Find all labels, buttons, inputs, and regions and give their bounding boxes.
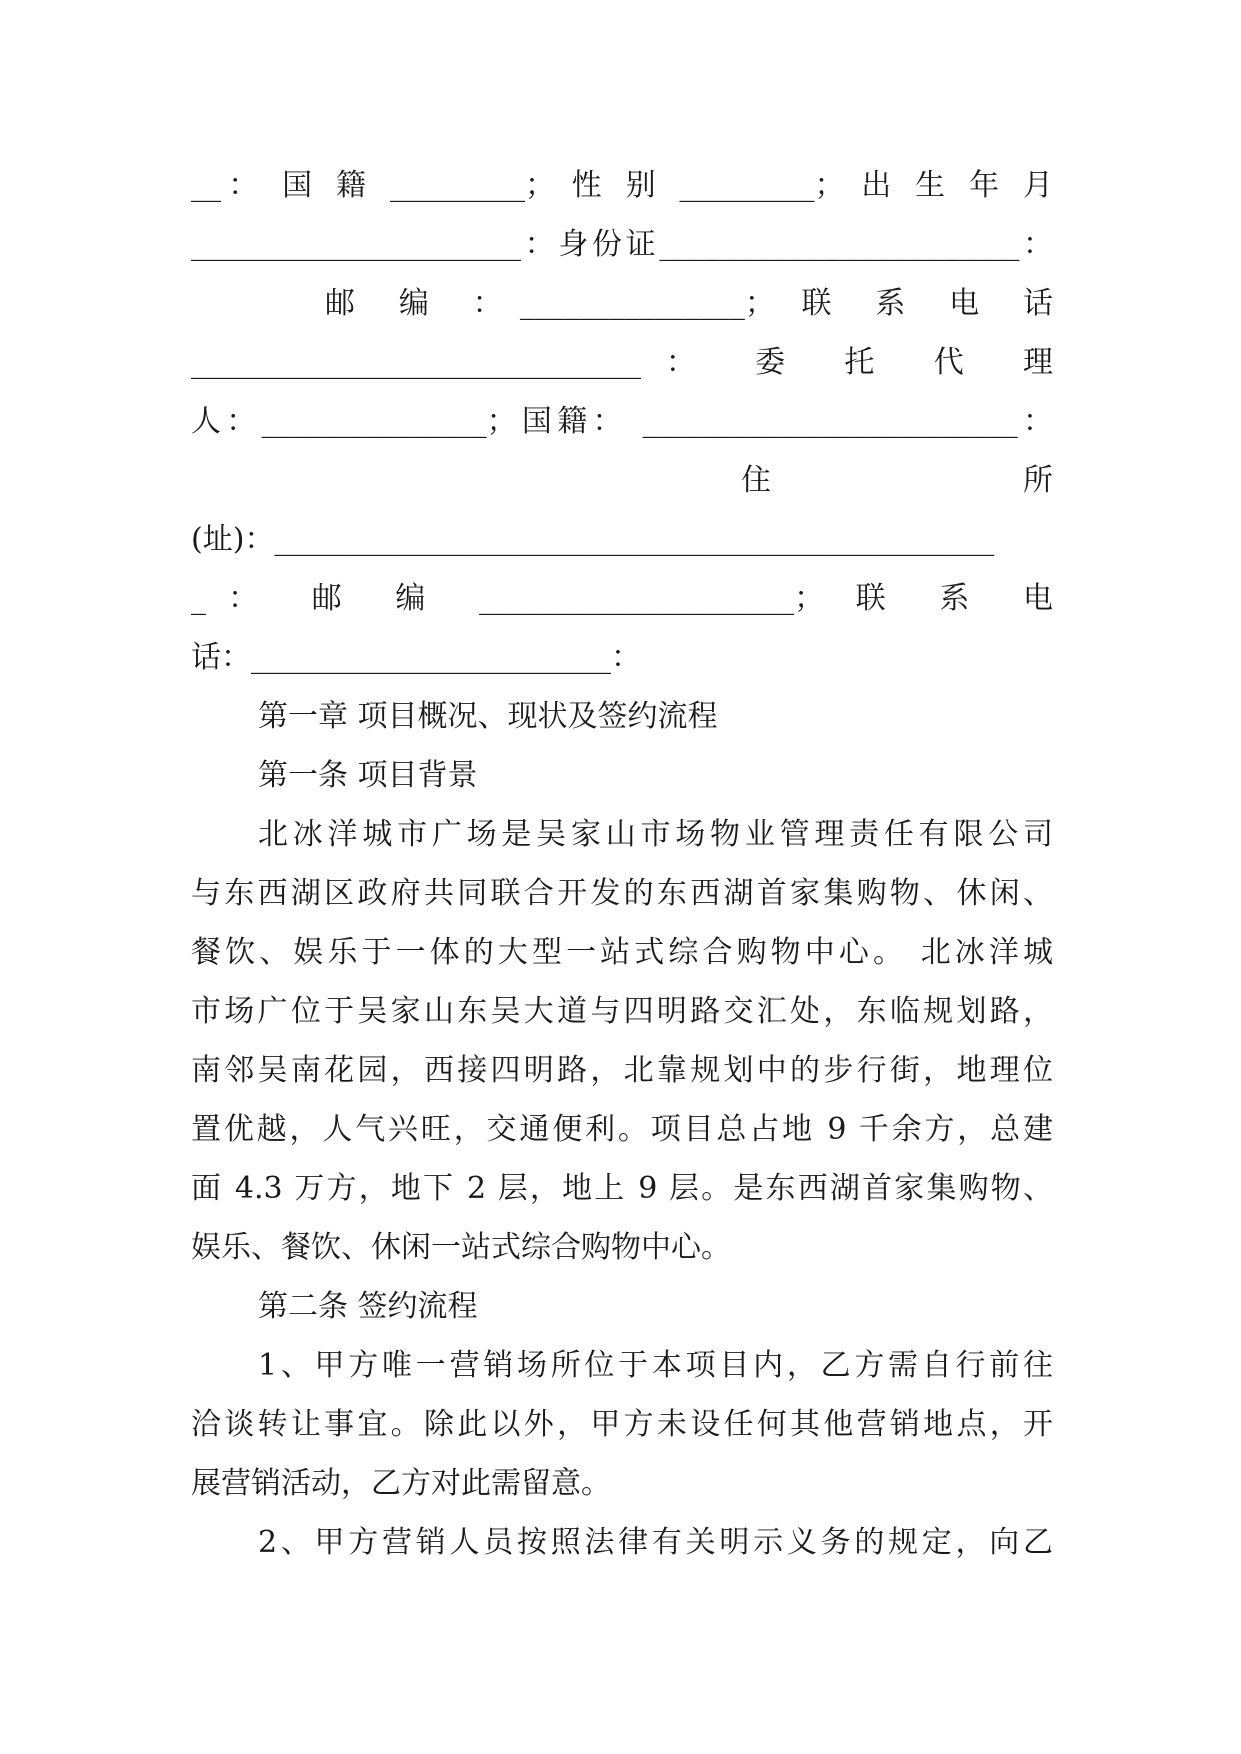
paragraph-line: 展营销活动，乙方对此需留意。	[191, 1466, 611, 1501]
paragraph-line: 市场广位于吴家山东吴大道与四明路交汇处，东临规划路，	[191, 994, 1053, 1029]
paragraph-line: 餐饮、娱乐于一体的大型一站式综合购物中心。 北冰洋城	[191, 935, 1053, 970]
chapter-title: 第一章 项目概况、现状及签约流程	[258, 699, 718, 734]
paragraph-line: 2、甲方营销人员按照法律有关明示义务的规定，向乙	[258, 1525, 1053, 1560]
paragraph-line: 1、甲方唯一营销场所位于本项目内，乙方需自行前往	[258, 1348, 1053, 1383]
agent-nationality-line: 人：_______________；国籍： _________________________：	[191, 404, 1053, 439]
nationality-gender-birth-line: __： 国 籍 _________； 性 别 _________； 出 生 年 月	[191, 168, 1053, 203]
agent-postcode-line: _： 邮 编 _____________________； 联 系 电	[191, 581, 1053, 616]
paragraph-line: 洽谈转让事宜。除此以外，甲方未设任何其他营销地点，开	[191, 1407, 1053, 1442]
paragraph-line: 置优越，人气兴旺，交通便利。项目总占地 9 千余方，总建	[191, 1112, 1053, 1147]
address-line: (址)：________________________________________________	[191, 522, 995, 557]
article-1-title: 第一条 项目背景	[258, 758, 478, 793]
id-card-line: ______________________：身份证________________________：	[191, 227, 1053, 262]
agent-phone-line: 话：________________________：	[191, 640, 641, 675]
agent-line: ______________________________： 委 托 代 理	[191, 345, 1053, 380]
paragraph-line: 娱乐、餐饮、休闲一站式综合购物中心。	[191, 1230, 731, 1265]
postcode-phone-line: 邮 编 ：_______________； 联 系 电 话	[325, 286, 1053, 321]
paragraph-line: 南邻吴南花园，西接四明路，北靠规划中的步行街，地理位	[191, 1053, 1053, 1088]
address-label-line: 住 所	[741, 463, 1053, 498]
article-2-title: 第二条 签约流程	[258, 1289, 478, 1324]
paragraph-line: 北冰洋城市广场是吴家山市场物业管理责任有限公司	[258, 817, 1053, 852]
paragraph-line: 面 4.3 万方，地下 2 层，地上 9 层。是东西湖首家集购物、	[191, 1171, 1053, 1206]
paragraph-line: 与东西湖区政府共同联合开发的东西湖首家集购物、休闲、	[191, 876, 1053, 911]
